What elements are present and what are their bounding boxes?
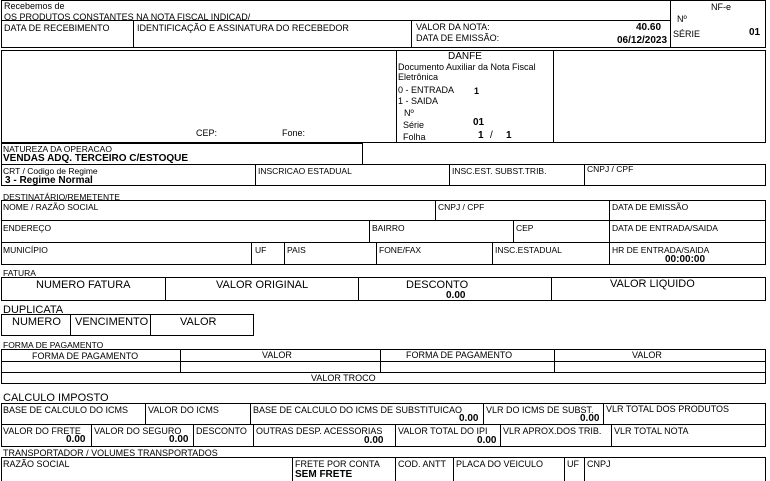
- dest-div-bairro: [513, 220, 514, 242]
- inscricao-estadual-label: INSCRICAO ESTADUAL: [258, 166, 352, 176]
- valor-seguro-value: 0.00: [169, 434, 189, 445]
- danfe-tipo: 1: [474, 86, 480, 96]
- emitente-right-box: [553, 50, 766, 143]
- transp-div-4: [564, 457, 565, 481]
- crt-row: [1, 164, 766, 186]
- crt-divider-2: [449, 164, 450, 186]
- dest-div-fone: [492, 242, 493, 265]
- vlr-icms-st-value: 0.00: [580, 413, 600, 424]
- pagamento-valor-1: VALOR: [262, 350, 292, 360]
- crt-label: CRT / Codigo de Regime: [3, 166, 98, 176]
- dest-endereco-label: ENDEREÇO: [3, 223, 52, 233]
- dest-uf-label: UF: [255, 245, 267, 255]
- danfe-numero-label: Nº: [404, 108, 414, 118]
- valor-seguro-label: VALOR DO SEGURO: [94, 426, 182, 436]
- destinatario-title: DESTINATÁRIO/REMETENTE: [3, 192, 120, 202]
- transporte-cnpj-label: CNPJ: [587, 459, 611, 469]
- emitente-fone-label: Fone:: [282, 128, 306, 138]
- canhoto-divider-v1: [133, 20, 134, 48]
- dest-div-end: [369, 220, 370, 242]
- dest-div-nome: [435, 200, 436, 220]
- danfe-subtitle-2: Eletrônica: [398, 72, 439, 82]
- valor-frete-label: VALOR DO FRETE: [3, 426, 81, 436]
- vlr-icms-st-label: VLR DO ICMS DE SUBST.: [486, 405, 594, 415]
- pagamento-title: FORMA DE PAGAMENTO: [3, 340, 104, 350]
- dest-div-cep: [609, 220, 610, 242]
- danfe-title: DANFE: [448, 51, 482, 62]
- fatura-valor-liquido-label: VALOR LIQUIDO: [610, 278, 695, 290]
- data-recebimento-label: DATA DE RECEBIMENTO: [4, 23, 110, 33]
- danfe-subtitle-1: Documento Auxiliar da Nota Fiscal: [398, 62, 536, 72]
- fatura-div-3: [551, 277, 552, 301]
- frete-value: SEM FRETE: [295, 469, 353, 480]
- nfe-serie-label: SÉRIE: [673, 29, 701, 39]
- valor-frete-value: 0.00: [66, 434, 86, 445]
- duplicata-valor-label: VALOR: [180, 316, 217, 328]
- antt-label: COD. ANTT: [398, 459, 447, 469]
- dest-row-line-1: [1, 220, 766, 221]
- nfe-numero-label: Nº: [677, 14, 687, 24]
- pag-div-3: [554, 349, 555, 372]
- imp-div-1: [145, 403, 146, 424]
- fatura-title: FATURA: [3, 268, 36, 278]
- pagamento-forma-1: FORMA DE PAGAMENTO: [32, 351, 139, 361]
- dest-nome-label: NOME / RAZÃO SOCIAL: [3, 202, 99, 212]
- imposto-title: CALCULO IMPOSTO: [3, 392, 109, 404]
- imposto-line: [1, 424, 766, 425]
- danfe-folha-label: Folha: [403, 132, 426, 142]
- transporte-title: TRANSPORTADOR / VOLUMES TRANSPORTADOS: [3, 448, 218, 458]
- fatura-valor-original-label: VALOR ORIGINAL: [216, 279, 309, 291]
- danfe-folha-total: 1: [506, 130, 512, 141]
- duplicata-div-2: [150, 314, 151, 336]
- transp-div-2: [395, 457, 396, 481]
- fatura-desconto-value: 0.00: [446, 290, 466, 301]
- imp-div-5: [91, 424, 92, 447]
- valor-nota-label: VALOR DA NOTA:: [416, 22, 490, 32]
- natureza-value: VENDAS ADQ. TERCEIRO C/ESTOQUE: [3, 153, 189, 164]
- dest-insc-label: INSC.ESTADUAL: [495, 245, 562, 255]
- natureza-label: NATUREZA DA OPERACAO: [3, 144, 112, 154]
- dest-data-entrada-label: DATA DE ENTRADA/SAIDA: [612, 223, 718, 233]
- duplicata-div-1: [70, 314, 71, 336]
- dest-row-line-2: [1, 242, 766, 243]
- dest-pais-label: PAIS: [287, 245, 306, 255]
- emitente-cep-label: CEP:: [196, 128, 218, 138]
- crt-divider-1: [255, 164, 256, 186]
- placa-label: PLACA DO VEICULO: [456, 459, 544, 469]
- dest-div-uf: [284, 242, 285, 265]
- pag-line-2: [1, 372, 766, 373]
- imp-div-7: [253, 424, 254, 447]
- dest-hr-entrada-label: HR DE ENTRADA/SAIDA: [612, 245, 710, 255]
- transp-div-1: [292, 457, 293, 481]
- dest-cep-label: CEP: [516, 223, 534, 233]
- dest-cnpj-label: CNPJ / CPF: [438, 202, 485, 212]
- outras-despesas-label: OUTRAS DESP. ACESSORIAS: [256, 426, 383, 436]
- dest-div-pais: [376, 242, 377, 265]
- produtos-label: OS PRODUTOS CONSTANTES NA NOTA FISCAL INDICAD/: [4, 12, 251, 22]
- fatura-div-1: [165, 277, 166, 301]
- nfe-label: NF-e: [711, 2, 731, 12]
- imp-div-9: [500, 424, 501, 447]
- total-ipi-value: 0.00: [477, 435, 497, 446]
- identificacao-label: IDENTIFICAÇÃO E ASSINATURA DO RECEBEDOR: [137, 23, 349, 33]
- vlr-total-produtos-label: VLR TOTAL DOS PRODUTOS: [606, 404, 730, 414]
- transp-div-5: [584, 457, 585, 481]
- imp-div-10: [611, 424, 612, 447]
- valor-icms-label: VALOR DO ICMS: [148, 405, 219, 415]
- total-nota-label: VLR TOTAL NOTA: [614, 426, 689, 436]
- frete-label: FRETE POR CONTA: [295, 459, 380, 469]
- imp-div-8: [395, 424, 396, 447]
- pagamento-troco: VALOR TROCO: [311, 373, 376, 383]
- danfe-folha: 1: [478, 130, 484, 141]
- crt-value: 3 - Regime Normal: [5, 175, 93, 186]
- aprox-trib-label: VLR APROX.DOS TRIB.: [503, 426, 602, 436]
- imp-div-6: [193, 424, 194, 447]
- base-icms-label: BASE DE CALCULO DO ICMS: [3, 405, 129, 415]
- duplicata-vencimento-label: VENCIMENTO: [75, 316, 149, 328]
- danfe-entrada: 0 - ENTRADA: [398, 85, 455, 95]
- pag-line-1: [1, 361, 766, 362]
- imp-div-3: [483, 403, 484, 424]
- outras-despesas-value: 0.00: [364, 435, 384, 446]
- dest-data-emissao-label: DATA DE EMISSÃO: [612, 202, 689, 212]
- duplicata-title: DUPLICATA: [3, 304, 64, 316]
- danfe-folha-sep: /: [490, 130, 493, 141]
- dest-municipio-label: MUNICÍPIO: [3, 245, 48, 255]
- data-emissao: 06/12/2023: [617, 35, 668, 46]
- valor-nota: 40.60: [636, 22, 662, 33]
- dest-hr-value: 00:00:00: [665, 254, 706, 265]
- pagamento-valor-2: VALOR: [632, 350, 662, 360]
- fatura-desconto-label: DESCONTO: [406, 279, 469, 291]
- imp-div-2: [250, 403, 251, 424]
- total-ipi-label: VALOR TOTAL DO IPI: [398, 426, 488, 436]
- fatura-numero-label: NUMERO FATURA: [36, 279, 131, 291]
- dest-bairro-label: BAIRRO: [372, 223, 405, 233]
- imp-div-4: [603, 403, 604, 424]
- dest-fone-label: FONE/FAX: [379, 245, 422, 255]
- transporte-uf-label: UF: [567, 459, 579, 469]
- duplicata-numero-label: NUMERO: [12, 316, 61, 328]
- dest-div-mun: [251, 242, 252, 265]
- transp-div-3: [453, 457, 454, 481]
- danfe-serie-label: Série: [403, 120, 425, 130]
- transporte-box: [1, 457, 766, 481]
- insc-subst-label: INSC.EST. SUBST.TRIB.: [452, 166, 547, 176]
- pagamento-forma-2: FORMA DE PAGAMENTO: [406, 350, 513, 360]
- base-icms-st-value: 0.00: [459, 413, 479, 424]
- nfe-serie: 01: [749, 27, 761, 38]
- fatura-div-2: [358, 277, 359, 301]
- pag-div-2: [380, 349, 381, 372]
- dest-div-insc: [609, 242, 610, 265]
- data-emissao-label: DATA DE EMISSÃO:: [416, 33, 500, 43]
- canhoto-divider-v2: [411, 20, 412, 48]
- danfe-saida: 1 - SAIDA: [398, 96, 439, 106]
- crt-cnpj-label: CNPJ / CPF: [587, 164, 634, 174]
- recebemos-label: Recebemos de: [4, 1, 65, 11]
- crt-divider-3: [584, 164, 585, 186]
- imposto-desconto-label: DESCONTO: [196, 426, 247, 436]
- dest-div-cnpj: [609, 200, 610, 220]
- transporte-razao-label: RAZÃO SOCIAL: [3, 459, 70, 469]
- pag-div-1: [180, 349, 181, 372]
- danfe-serie: 01: [473, 117, 485, 128]
- base-icms-st-label: BASE DE CALCULO DO ICMS DE SUBSTITUICAO: [253, 405, 463, 415]
